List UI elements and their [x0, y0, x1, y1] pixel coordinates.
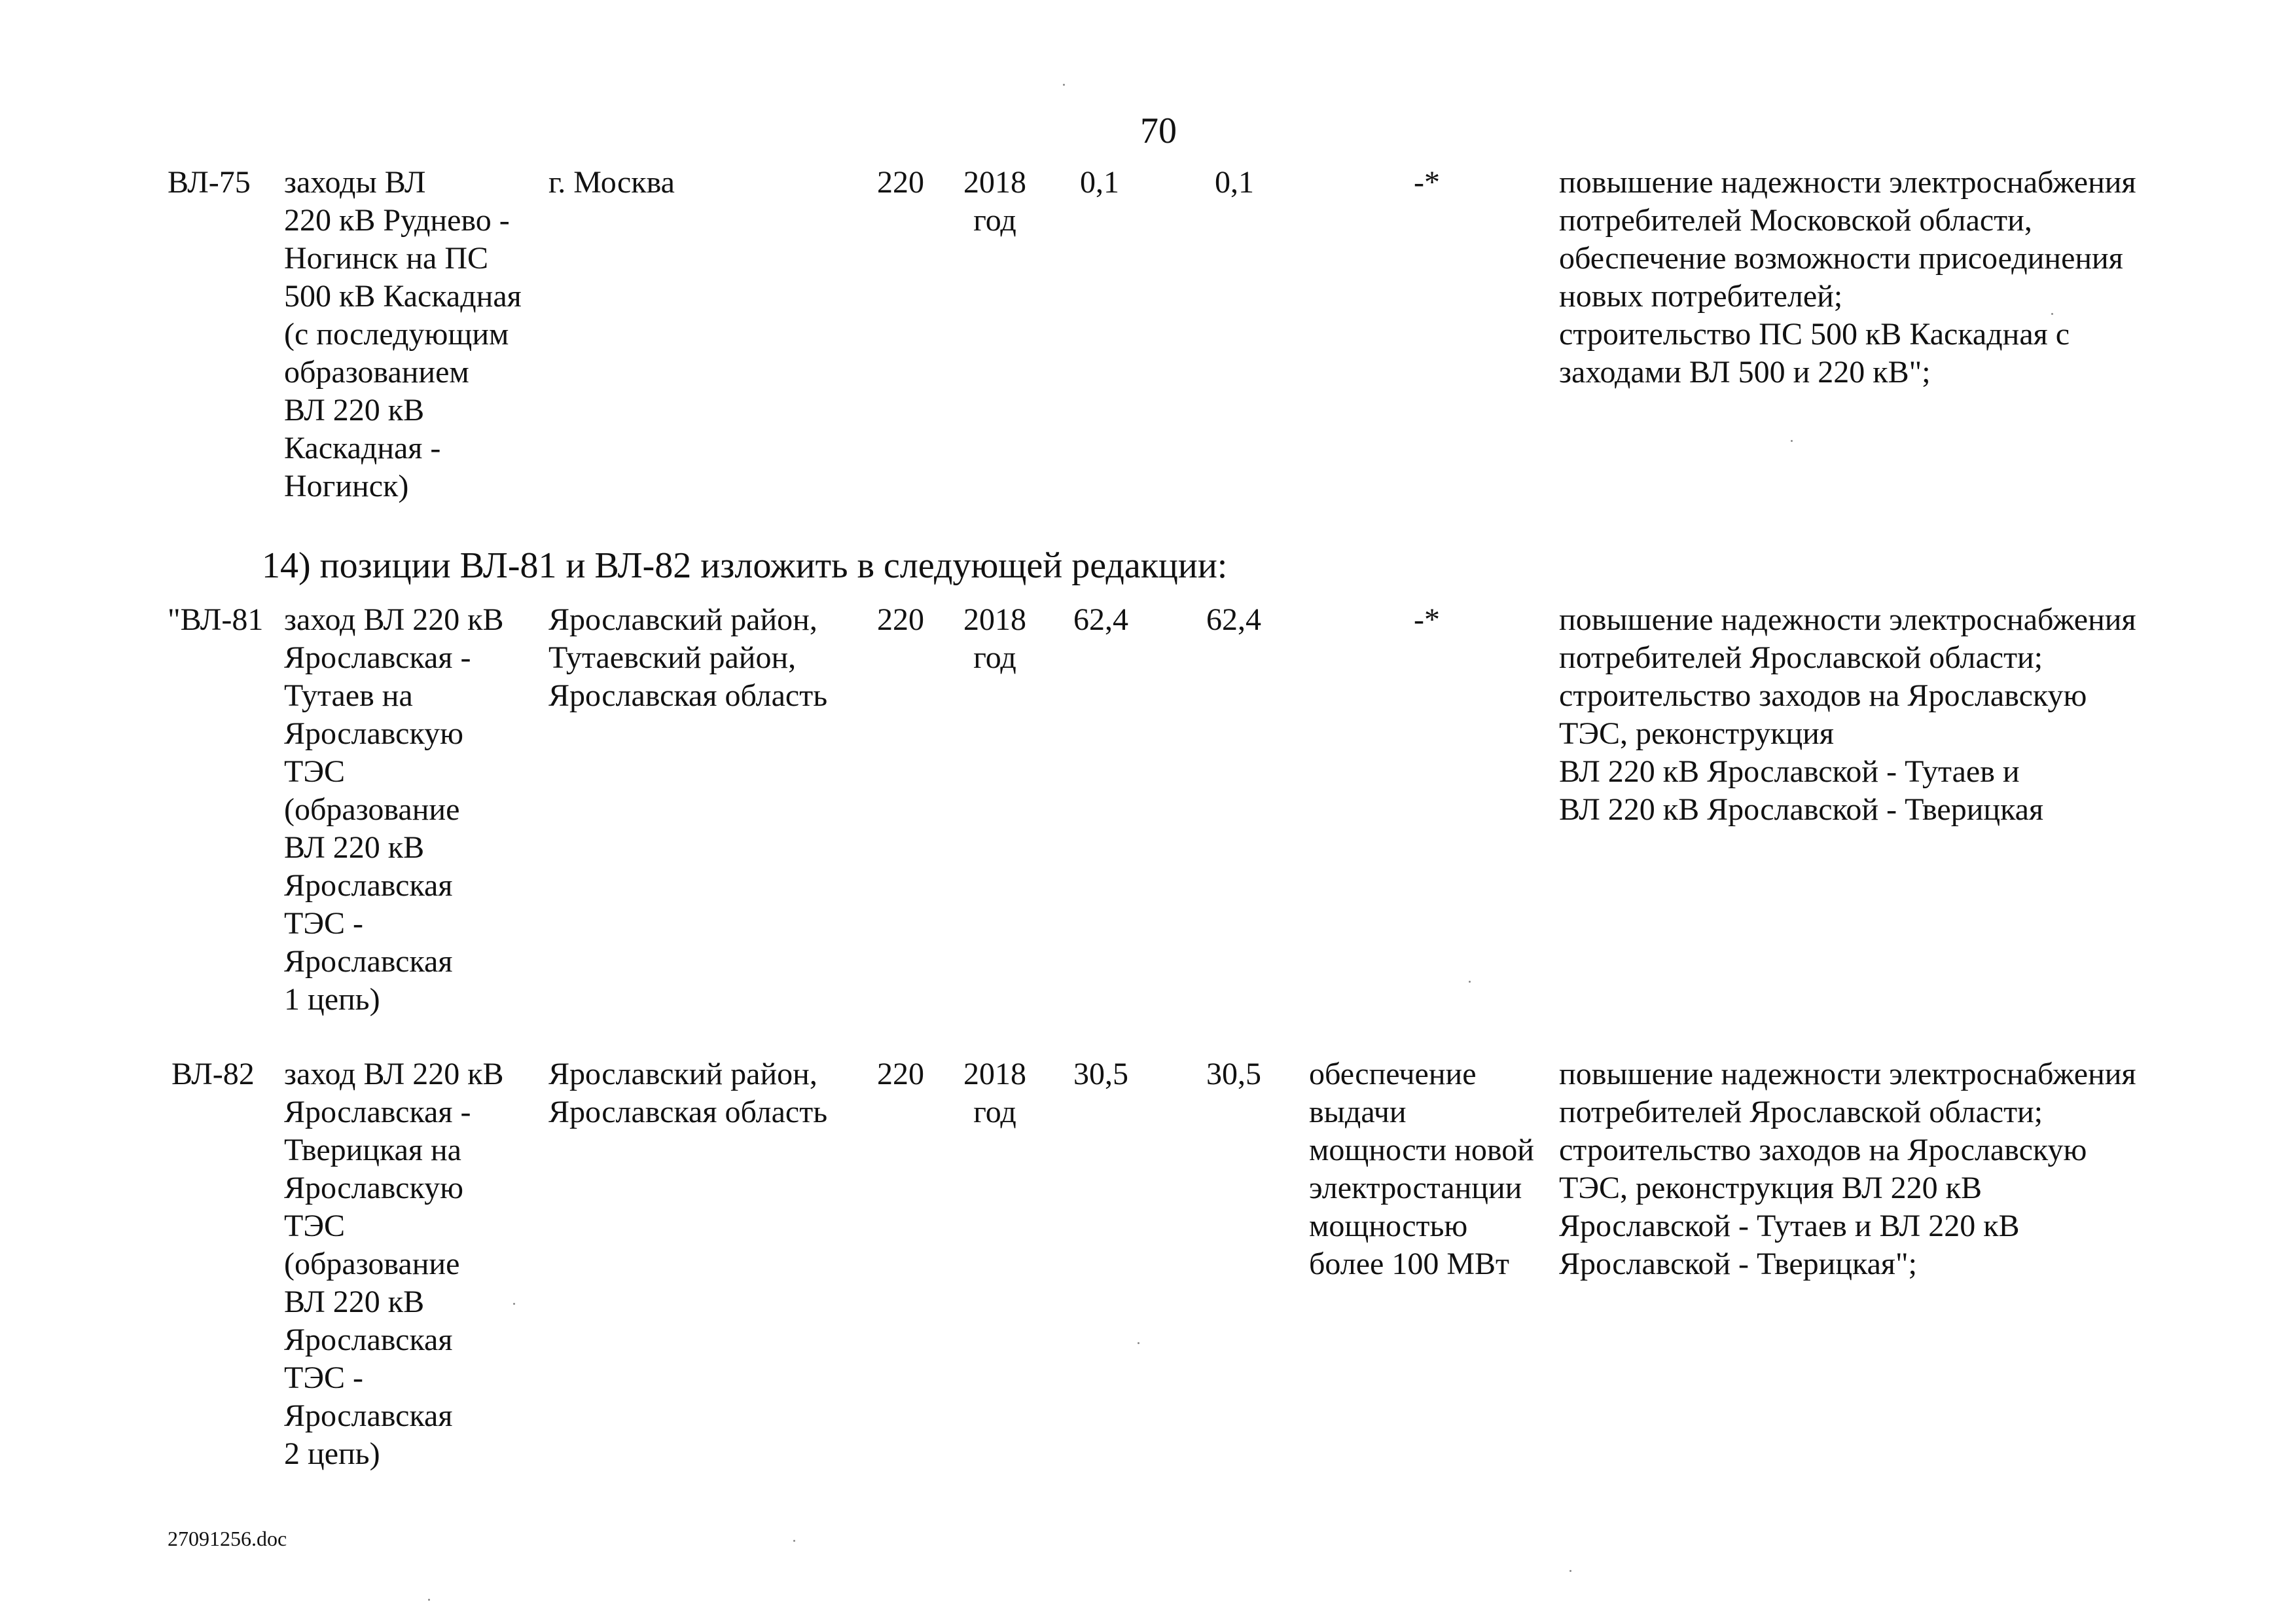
row-purpose: обеспечение выдачи мощности новой электростанции мощностью более 100 МВт: [1309, 1057, 1534, 1281]
row-code: ВЛ-75: [168, 165, 251, 200]
amendment-instruction: 14) позиции ВЛ-81 и ВЛ-82 изложить в следующей редакции:: [262, 545, 1228, 586]
row-length-1: 0,1: [1080, 165, 1119, 200]
row-length-2: 0,1: [1215, 165, 1254, 200]
scan-speck: [1469, 981, 1471, 983]
row-voltage: 220: [877, 165, 924, 200]
scan-speck: [1791, 440, 1793, 442]
row-year: 2018 год: [963, 602, 1026, 675]
scan-speck: [2051, 313, 2053, 315]
row-object-name: заход ВЛ 220 кВ Ярославская - Тверицкая на Ярославскую ТЭС (образование ВЛ 220 кВ Ярославская ТЭС - Ярославская 2 цепь): [284, 1057, 504, 1471]
row-location: Ярославский район, Тутаевский район, Ярославская область: [548, 602, 828, 713]
scan-speck: [428, 1599, 430, 1601]
scan-speck: [1570, 1570, 1571, 1572]
row-code: "ВЛ-81: [168, 602, 264, 637]
scan-speck: [793, 1540, 795, 1542]
row-object-name: заходы ВЛ 220 кВ Руднево - Ногинск на ПС 500 кВ Каскадная (с последующим образованием ВЛ 220 кВ Каскадная - Ногинск): [284, 165, 522, 503]
footer-filename: 27091256.doc: [168, 1527, 287, 1550]
row-voltage: 220: [877, 602, 924, 637]
row-year: 2018 год: [963, 165, 1026, 238]
row-length-1: 62,4: [1073, 602, 1128, 637]
row-location: Ярославский район, Ярославская область: [548, 1057, 828, 1129]
row-length-2: 62,4: [1206, 602, 1261, 637]
row-justification: повышение надежности электроснабжения потребителей Ярославской области; строительство заходов на Ярославскую ТЭС, реконструкция ВЛ 220 кВ Ярославской - Тутаев и ВЛ 220 кВ Ярославской - Тверицкая: [1559, 602, 2136, 827]
row-purpose: -*: [1414, 165, 1440, 200]
row-length-2: 30,5: [1206, 1057, 1261, 1091]
scan-speck: [1138, 1342, 1139, 1344]
scan-speck: [1063, 84, 1065, 86]
row-code: ВЛ-82: [171, 1057, 255, 1091]
row-length-1: 30,5: [1073, 1057, 1128, 1091]
page-number: 70: [1140, 111, 1177, 151]
row-year: 2018 год: [963, 1057, 1026, 1129]
row-justification: повышение надежности электроснабжения потребителей Московской области, обеспечение возможности присоединения новых потребителей; строительство ПС 500 кВ Каскадная с заходами ВЛ 500 и 220 кВ";: [1559, 165, 2136, 390]
row-location: г. Москва: [548, 165, 675, 200]
scan-speck: [513, 1303, 515, 1305]
row-justification: повышение надежности электроснабжения потребителей Ярославской области; строительство заходов на Ярославскую ТЭС, реконструкция ВЛ 220 кВ Ярославской - Тутаев и ВЛ 220 кВ Ярославской - Тверицкая";: [1559, 1057, 2136, 1281]
row-voltage: 220: [877, 1057, 924, 1091]
row-object-name: заход ВЛ 220 кВ Ярославская - Тутаев на Ярославскую ТЭС (образование ВЛ 220 кВ Ярославская ТЭС - Ярославская 1 цепь): [284, 602, 504, 1017]
row-purpose: -*: [1414, 602, 1440, 637]
